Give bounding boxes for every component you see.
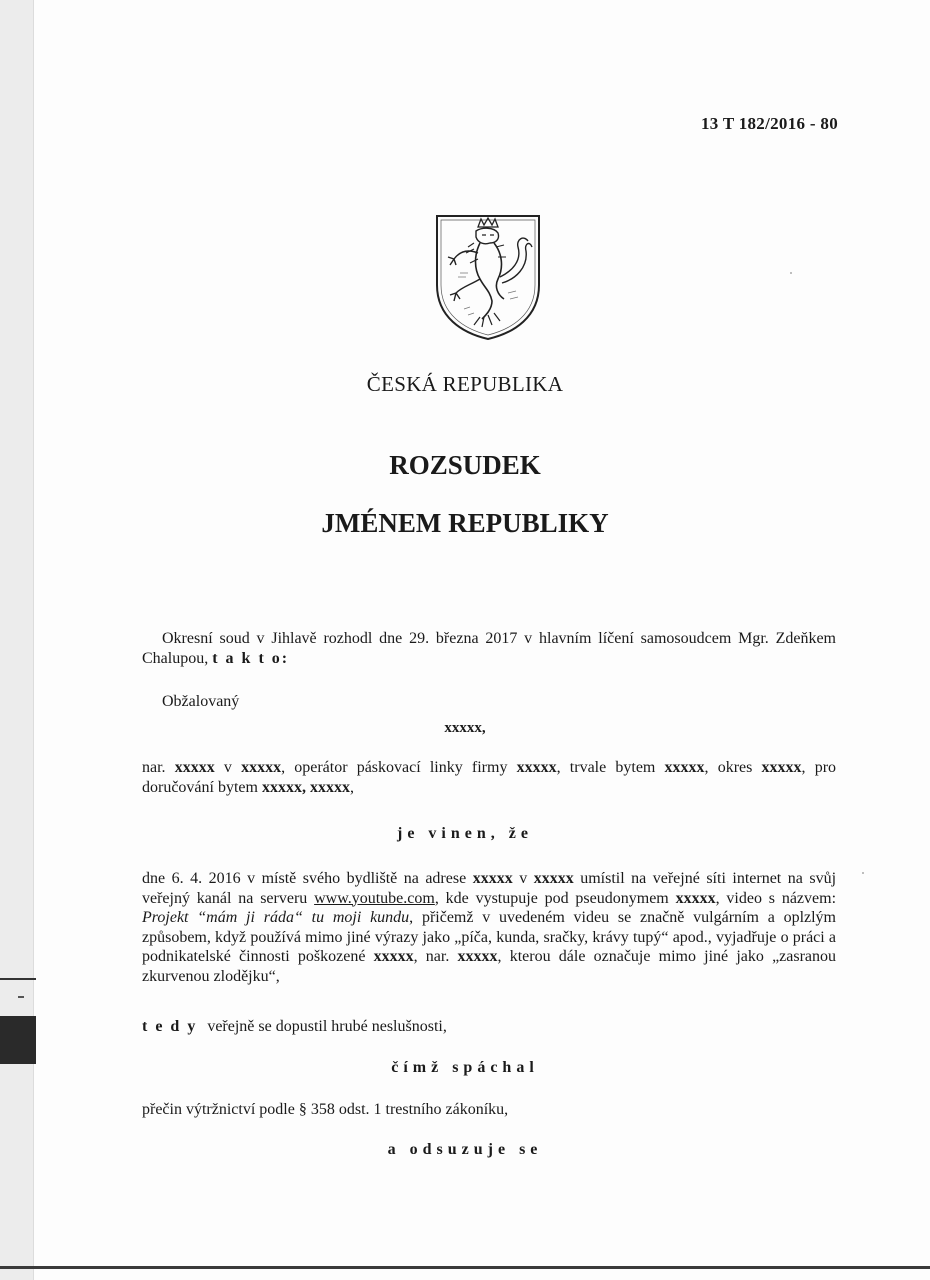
scan-bottom-edge bbox=[0, 1266, 930, 1269]
accused-label: Obžalovaný bbox=[162, 693, 240, 710]
judgment-title: ROZSUDEK bbox=[389, 450, 541, 480]
accused-details bbox=[142, 758, 836, 797]
intro-text: Okresní soud v Jihlavě rozhodl dne 29. března 2017 v hlavním líčení samosoudcem Mgr. Zdeňkem Chalupou, bbox=[142, 630, 836, 667]
guilty-heading: je vinen, že bbox=[397, 825, 533, 842]
details-text: , bbox=[349, 778, 354, 796]
accused-name: xxxxx, bbox=[444, 720, 486, 736]
details-text: , trvale bytem bbox=[556, 759, 656, 776]
details-text: , operátor páskovací linky firmy bbox=[281, 759, 508, 776]
redacted-victim: xxxxx bbox=[373, 948, 414, 965]
state-emblem-lion-icon bbox=[434, 213, 542, 341]
details-text: v bbox=[223, 759, 232, 776]
facts-paragraph bbox=[142, 869, 836, 986]
case-number: 13 T 182/2016 - 80 bbox=[700, 114, 838, 133]
facts-text: , kterou dále označuje mimo jiné jako „zasranou zkurvenou zlodějku“, bbox=[142, 948, 837, 985]
judgment-subtitle: JMÉNEM REPUBLIKY bbox=[321, 508, 609, 538]
scan-speck bbox=[862, 872, 864, 874]
tedy-paragraph bbox=[142, 1017, 836, 1037]
scan-speck bbox=[790, 272, 792, 274]
redacted-company: xxxxx bbox=[516, 759, 557, 776]
video-title: Projekt “mám ji ráda“ tu moji kundu bbox=[142, 909, 410, 926]
scan-edge-block bbox=[0, 1016, 36, 1064]
redacted-pseudonym: xxxxx bbox=[675, 889, 716, 907]
facts-text: , přičemž v uvedeném videu se značně vulgárním a oplzlým způsobem, když používá mimo jiné výrazy jako „píča, kunda, sračky, krávy tupý“ apod., vyjadřuje o práci a podnikatelské činnosti poškozené bbox=[142, 909, 837, 965]
tedy-text: veřejně se dopustil hrubé neslušnosti, bbox=[207, 1018, 447, 1035]
redacted-victim-birthdate: xxxxx bbox=[457, 948, 498, 965]
intro-paragraph bbox=[142, 629, 836, 668]
scan-left-margin bbox=[0, 0, 34, 1280]
committed-heading: čímž spáchal bbox=[391, 1059, 539, 1076]
scan-edge-mark bbox=[0, 978, 36, 980]
youtube-link[interactable]: www.youtube.com bbox=[314, 889, 435, 907]
crime-paragraph: přečin výtržnictví podle § 358 odst. 1 trestního zákoníku, bbox=[142, 1101, 509, 1118]
country-heading: ČESKÁ REPUBLIKA bbox=[366, 372, 564, 396]
sentence-heading: a odsuzuje se bbox=[387, 1141, 543, 1158]
facts-text: , video s názvem: bbox=[715, 889, 837, 907]
facts-text: , nar. bbox=[413, 948, 450, 965]
redacted-district: xxxxx bbox=[761, 759, 802, 776]
redacted-birthplace: xxxxx bbox=[241, 759, 282, 776]
tedy-label: t e d y bbox=[142, 1018, 198, 1035]
details-text: nar. bbox=[142, 759, 166, 776]
facts-text: v bbox=[519, 870, 528, 887]
tak-to-label: t a k t o: bbox=[212, 649, 290, 667]
details-text: , pro doručování bytem bbox=[142, 759, 837, 796]
redacted-town: xxxxx bbox=[533, 870, 574, 887]
details-text: , okres bbox=[704, 759, 753, 776]
facts-text: umístil na veřejné síti internet na svůj veřejný kanál na serveru bbox=[142, 870, 837, 907]
redacted-street: xxxxx bbox=[472, 870, 513, 887]
redacted-delivery-address: xxxxx, xxxxx bbox=[261, 778, 350, 796]
redacted-address: xxxxx bbox=[664, 759, 705, 776]
scan-edge-tick bbox=[18, 996, 24, 998]
facts-text: , kde vystupuje pod pseudonymem bbox=[434, 889, 669, 907]
redacted-birthdate: xxxxx bbox=[174, 759, 215, 776]
facts-text: dne 6. 4. 2016 v místě svého bydliště na adrese bbox=[142, 870, 467, 887]
